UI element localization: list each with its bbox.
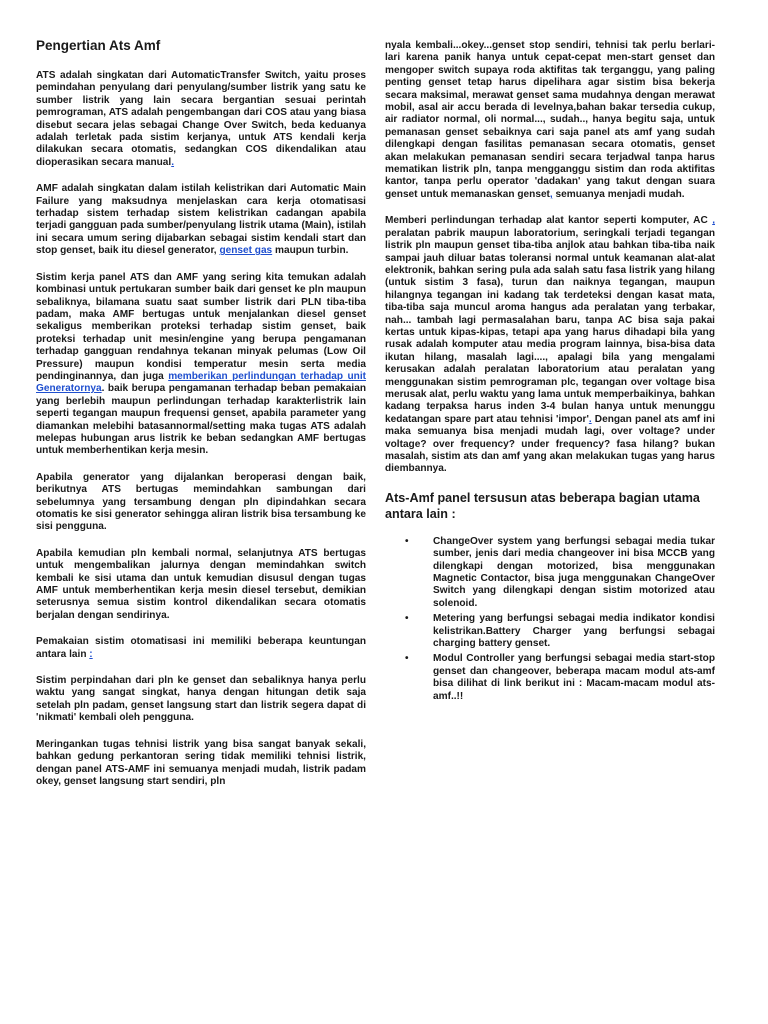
genset-gas-link[interactable]: genset gas	[219, 245, 273, 257]
paragraph-technician-relief: Meringankan tugas tehnisi listrik yang bisa sangat banyak sekali, bahkan gedung perkantoran sering tidak memiliki tehnisi listrik, dengan panel ATS-AMF ini semuanya menjadi mudah, listrik padam okey, genset langsung start sendiri, pln	[36, 738, 366, 787]
page-title: Pengertian Ats Amf	[36, 38, 161, 53]
paragraph-system-operation	[36, 272, 366, 458]
paragraph-text: nyala kembali...okey...genset stop sendiri, tehnisi tak perlu berlari-lari karena panik hanya untuk cepat-cepat men-start genset dan mengoper switch supaya roda aktifitas tak terganggu, yang paling penting genset tetap harus dipelihara agar sistim bisa bekerja secara maksimal, merawat genset sama mudahnya dengan merawat mobil, asal air accu berada di levelnya,bahan bakar tersedia cukup, air radiator normal, oli normal..., sudah.., hanya begitu saja, untuk pemanasan genset sebaiknya cari saja panel ats amf yang sudah dilengkapi dengan fasilitas pemanasan secara otomatis, genset akan melakukan pemanasan sendiri secara terjadwal tanpa harus mematikan listrik pln, tanpa mengganggu sistim dan roda aktifitas kantor, tanpa perlu operator 'dadakan' yang takut dengan suara genset untuk memanaskan genset	[385, 40, 715, 200]
list-item-text: Modul Controller yang berfungsi sebagai media start-stop genset dan changeover, beberapa macam modul ats-amf bisa dilihat di link berikut ini : Macam-macam modul ats-amf..!!	[433, 653, 715, 702]
inline-link[interactable]: .	[171, 156, 175, 168]
paragraph-ats-definition	[36, 70, 366, 169]
bullet-icon: •	[405, 613, 409, 625]
list-item	[385, 613, 715, 650]
left-column	[36, 38, 366, 802]
paragraph-amf-definition	[36, 183, 366, 257]
paragraph-text: . baik berupa pengamanan terhadap beban pemakaian yang berlebih maupun perlindungan terhadap karakterlistrik lain seperti tegangan maupun frequensi genset, apabila parameter yang diamankan melebihi batasannormal/setting maka tugas ATS adalah melepas hubungan arus listrik ke beban sedangkan AMF bertugas untuk memberhentikan kerja mesin.	[36, 383, 366, 457]
paragraph-text: semuanya menjadi mudah.	[552, 188, 685, 200]
right-column	[385, 40, 715, 706]
paragraph-fast-switching: Sistim perpindahan dari pln ke genset dan sebaliknya hanya perlu waktu yang sangat singkat, hanya dengan hitungan detik saja setelah pln padam, genset langsung start dan listrik segera dapat di 'nikmati' kembali oleh pengguna.	[36, 675, 366, 724]
list-item-text: ChangeOver system yang berfungsi sebagai media tukar sumber, jenis dari media changeover ini bisa MCCB yang dilengkapi dengan motorized, bisa menggunakan Magnetic Contactor, bisa juga menggunakan ChangeOver Switch yang dilengkapi dengan sistim motorized atau solenoid.	[433, 535, 715, 609]
component-list	[385, 536, 715, 703]
paragraph-continued	[385, 40, 715, 201]
list-item	[385, 653, 715, 703]
generator-protection-link[interactable]: memberikan perlindungan terhadap unit Generatornya	[36, 370, 366, 395]
paragraph-text: Dengan panel ats amf ini maka semuanya bisa menjadi mudah lagi, over voltage? under voltage? over frequency? under frequency? fasa hilang? bukan masalah, sistim ats dan amf yang akan melakukan tugas yang harus diembannya.	[385, 413, 715, 475]
inline-link[interactable]: ,	[549, 188, 553, 200]
paragraph-text: Sistim kerja panel ATS dan AMF yang sering kita temukan adalah kombinasi untuk pertukaran sumber baik dari genset ke pln maupun sebaliknya, bilamana suatu saat sumber listrik dari PLN tiba-tiba padam, maka AMF bertugas untuk menjalankan diesel genset sekaligus memberikan proteksi terhadap sistim genset, baik proteksi terhadap unit mesin/engine yang berupa pengamanan terhadap gangguan rendahnya tekanan minyak pelumas (Low Oil Pressure) maupun kondisi temperatur mesin serta media pendinginannya, dan juga	[36, 271, 366, 382]
paragraph-pln-normal: Apabila kemudian pln kembali normal, selanjutnya ATS bertugas untuk mengembalikan jalurnya dengan memindahkan switch kembali ke sisi utama dan untuk kemudian disusul dengan tugas AMF untuk memberhentikan kerja mesin diesel tersebut, demikian seterusnya semua sistim kontrol dikendalikan secara otomatis berjalan dengan sendirinya.	[36, 547, 366, 621]
paragraph-text: peralatan pabrik maupun laboratorium, seringkali terjadi tegangan listrik pln maupun genset tiba-tiba anjlok atau bahkan tiba-tiba naik sampai jauh diluar batas toleransi normal untuk keamanan alat-alat elektronik, bahkan sering pula ada salah satu fasa listrik yang hilang (untuk sistim 3 fasa), turun dan naiknya tegangan, maupun hilangnya tegangan ini kadang tak terdeteksi dengan kasat mata, tiba-tiba saja muncul aroma hangus ada peralatan yang terbakar, nah... tambah lagi permasalahan baru, tanpa AC bisa saja pakai kertas untuk kipas-kipas, tetapi apa yang harus dihadapi bila yang rusak adalah komputer atau media program lainnya, bisa-bisa data ikutan hilang, masalah lagi...., apalagi bila yang mengalami kerusakan adalah peralatan laboratorium atau peralatan yang menggunakan sistim pemrograman plc, tegangan over voltage bisa merusak alat, perlu waktu yang lama untuk memperbaikinya, bahkan kadang terpaksa harus inden 3-4 bulan hanya untuk menunggu kedatangan spare part atau tehnisi 'impor'	[385, 227, 715, 425]
paragraph-equipment-protection	[385, 215, 715, 476]
paragraph-text: AMF adalah singkatan dalam istilah kelistrikan dari Automatic Main Failure yang maksudnya menjelaskan cara kerja otomatisasi terhadap sistem terhadap sistem kelistrikan cadangan apabila terjadi gangguan pada sumber/penyulang listrik utama (Main), istilah ini secara umum sering dijabarkan sebagai sistim kendali start dan stop genset, baik itu diesel generator,	[36, 183, 366, 257]
list-item	[385, 536, 715, 610]
paragraph-benefits-intro	[36, 636, 366, 661]
paragraph-text: maupun turbin.	[272, 245, 349, 257]
paragraph-text: ATS adalah singkatan dari AutomaticTransfer Switch, yaitu proses pemindahan penyulang dari penyulang/sumber listrik yang satu ke sumber listrik yang lain secara bergantian sesuai perintah pemrograman, ATS adalah pengembangan dari COS atau yang biasa disebut secara jelas sebagai Change Over Switch, beda keduanya adalah terletak pada sistim kerjanya, untuk ATS kendali kerja dilakukan secara otomatis, sedangkan COS dikendalikan atau dioperasikan secara manual	[36, 70, 366, 168]
section-subheading: Ats-Amf panel tersusun atas beberapa bagian utama antara lain :	[385, 490, 700, 521]
bullet-icon: •	[405, 535, 409, 547]
paragraph-text: Memberi perlindungan terhadap alat kantor seperti komputer, AC	[385, 215, 713, 227]
inline-link[interactable]: :	[89, 648, 93, 660]
bullet-icon: •	[405, 653, 409, 665]
inline-link[interactable]: ,	[712, 215, 715, 227]
paragraph-text: Pemakaian sistim otomatisasi ini memiliki beberapa keuntungan antara lain	[36, 636, 366, 660]
paragraph-generator-running: Apabila generator yang dijalankan beroperasi dengan baik, berikutnya ATS bertugas memindahkan sambungan dari sebelumnya yang tersambung dengan pln dipindahkan secara otomatis ke sisi generator sehingga aliran listrik bisa tersambung ke sisi pengguna.	[36, 471, 366, 533]
inline-link[interactable]: .	[588, 413, 592, 425]
list-item-text: Metering yang berfungsi sebagai media indikator kondisi kelistrikan.Battery Charger yang berfungsi sebagai charging battery genset.	[433, 613, 715, 650]
